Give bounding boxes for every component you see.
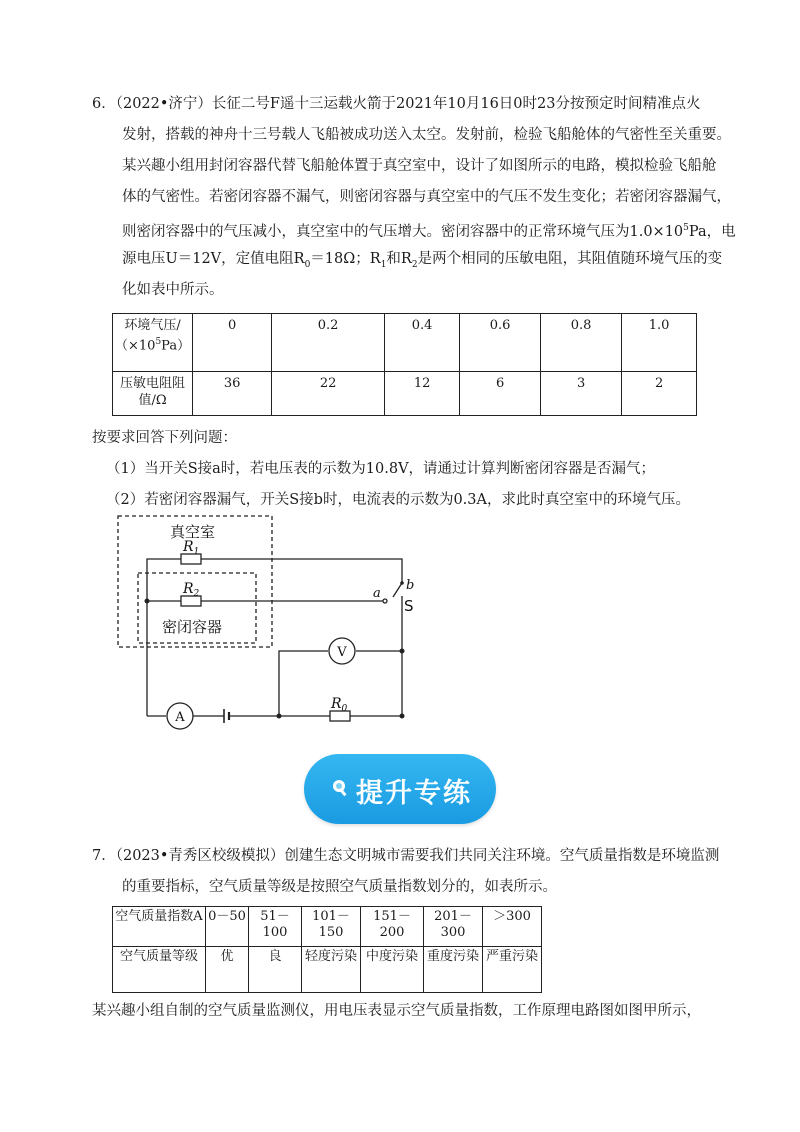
table-cell: 151－200: [361, 907, 424, 947]
q6-line-6-s2: 2: [411, 259, 418, 270]
contact-b-terminal: [400, 581, 404, 585]
table-cell: 0.4: [385, 314, 460, 372]
table-row: [113, 947, 542, 993]
table-cell: 6: [460, 372, 541, 416]
table-cell: 2: [622, 372, 697, 416]
junction-dot: [400, 649, 405, 654]
contact-b-label: b: [406, 578, 415, 593]
table-cell: 严重污染: [483, 947, 542, 993]
switch-blade: [393, 583, 402, 597]
table-cell: 1.0: [622, 314, 697, 372]
table-header-aqi: 空气质量指数A: [113, 907, 206, 947]
table-cell: 0.2: [272, 314, 385, 372]
table-cell: 0: [193, 314, 272, 372]
table-cell: 3: [541, 372, 622, 416]
wire: [201, 559, 402, 582]
q6-line-5-b: Pa，电: [688, 223, 736, 240]
question-7-text: [92, 841, 720, 903]
sealed-container-label: 密闭容器: [162, 618, 223, 636]
r2-label-main: R: [183, 581, 194, 597]
table-cell: ＞300: [483, 907, 542, 947]
air-quality-table: [112, 906, 542, 993]
q6-line-6-b: ＝18Ω；R: [310, 251, 381, 267]
q6-line-5-a: 则密闭容器中的气压减小，真空室中的气压增大。密闭容器中的正常环境气压为1.0×10: [122, 223, 684, 240]
q6-line-6-s1: 1: [380, 259, 387, 270]
voltmeter-label: V: [337, 645, 347, 660]
junction-dot: [400, 714, 405, 719]
search-icon: [332, 779, 348, 797]
r0-label-main: R: [331, 696, 342, 712]
table-cell: 轻度污染: [302, 947, 361, 993]
table-header-resistance: 压敏电阻阻值/Ω: [113, 372, 193, 416]
question-7-tail: [92, 996, 710, 1027]
table-header-grade: 空气质量等级: [113, 947, 206, 993]
q6-subquestion-2: （2）若密闭容器漏气，开关S接b时，电流表的示数为0.3A，求此时真空室中的环境气压。: [106, 492, 690, 508]
table-cell: 201－300: [424, 907, 483, 947]
table-cell: 51－100: [249, 907, 302, 947]
table-cell: 良: [249, 947, 302, 993]
r2-label-sub: 2: [193, 589, 200, 599]
junction-dot: [145, 599, 150, 604]
table-cell: 0.8: [541, 314, 622, 372]
table-cell: 0－50: [206, 907, 249, 947]
q6-line-5-sup: 5: [683, 223, 689, 233]
switch-label: S: [404, 597, 414, 615]
table-cell: 重度污染: [424, 947, 483, 993]
q6-line-2: 发射，搭载的神舟十三号载人飞船被成功送入太空。发射前，检验飞船舱体的气密性至关重要。: [122, 127, 731, 143]
wire: [147, 559, 181, 601]
r1-label: [182, 539, 199, 557]
ammeter-label: A: [175, 710, 185, 725]
contact-a-label: a: [373, 586, 381, 601]
header-pressure-b: Pa）: [161, 338, 191, 354]
table-cell: 36: [193, 372, 272, 416]
q6-line-7: 化如表中所示。: [122, 282, 224, 298]
vacuum-chamber-label: 真空室: [170, 523, 216, 541]
q6-line-6-s0: 0: [304, 259, 311, 270]
q6-subquestion-1: （1）当开关S接a时，若电压表的示数为10.8V，请通过计算判断密闭容器是否漏气；: [106, 461, 656, 477]
q7-line-1: 7．（2023•青秀区校级模拟）创建生态文明城市需要我们共同关注环境。空气质量指数是环境监测: [92, 848, 720, 864]
q6-line-6-d: 是两个相同的压敏电阻，其阻值随环境气压的变: [417, 251, 723, 267]
r0-label-sub: 0: [341, 704, 348, 714]
table-cell: 中度污染: [361, 947, 424, 993]
q6-line-4: 体的气密性。若密闭容器不漏气，则密闭容器与真空室中的气压不发生变化；若密闭容器漏气，: [122, 189, 731, 205]
table-cell: 22: [272, 372, 385, 416]
header-pressure-a: 环境气压/（×10: [115, 318, 181, 354]
table-cell: 0.6: [460, 314, 541, 372]
q6-line-6-a: 源电压U＝12V，定值电阻R: [122, 251, 305, 267]
table-row: [113, 907, 542, 947]
table-cell: 优: [206, 947, 249, 993]
q6-prompt: 按要求回答下列问题：: [92, 430, 237, 446]
table-cell: 101－150: [302, 907, 361, 947]
q7-line-3: 某兴趣小组自制的空气质量监测仪，用电压表显示空气质量指数，工作原理电路图如图甲所示，: [92, 1003, 701, 1019]
contact-a-terminal: [383, 599, 387, 603]
r1-label-sub: 1: [193, 547, 200, 557]
practice-button-label: 提升专练: [356, 778, 472, 809]
header-pressure-sup: 5: [155, 337, 162, 347]
q6-line-6-c: 和R: [386, 251, 412, 267]
r2-label: [182, 581, 200, 599]
practice-button[interactable]: [304, 754, 496, 824]
r1-label-main: R: [183, 539, 194, 555]
q6-line-1: 6．（2022•济宁）长征二号F遥十三运载火箭于2021年10月16日0时23分按预定时间精准点火: [92, 96, 701, 112]
wire: [279, 651, 328, 716]
table-cell: 12: [385, 372, 460, 416]
q6-line-3: 某兴趣小组用封闭容器代替飞船舱体置于真空室中，设计了如图所示的电路，模拟检验飞船舱: [122, 158, 717, 174]
r0-label: [330, 696, 348, 714]
q7-line-2: 的重要指标，空气质量等级是按照空气质量指数划分的，如表所示。: [122, 879, 557, 895]
junction-dot: [277, 714, 282, 719]
